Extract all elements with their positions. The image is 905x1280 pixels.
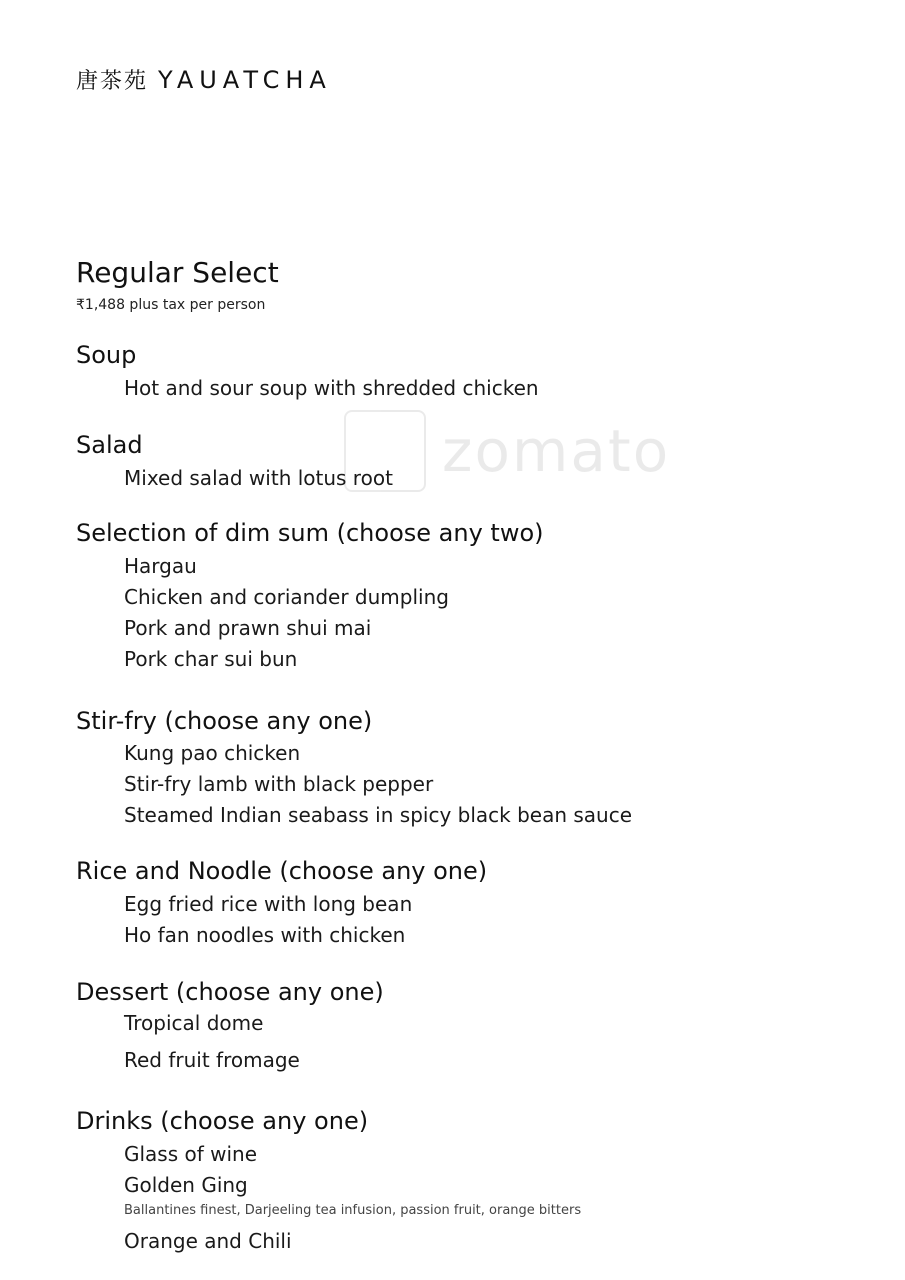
menu-item: Tropical dome (124, 1011, 264, 1035)
section-title-salad: Salad (76, 431, 143, 459)
section-title-drinks: Drinks (choose any one) (76, 1107, 369, 1135)
menu-item: Ho fan noodles with chicken (124, 923, 406, 947)
section-title-stirfry: Stir-fry (choose any one) (76, 707, 373, 735)
menu-item: Chicken and coriander dumpling (124, 585, 449, 609)
menu-item: Stir-fry lamb with black pepper (124, 772, 434, 796)
menu-item: Kung pao chicken (124, 741, 301, 765)
menu-item: Egg fried rice with long bean (124, 892, 413, 916)
menu-item: Pork char sui bun (124, 647, 298, 671)
section-title-soup: Soup (76, 341, 137, 369)
menu-item: Hot and sour soup with shredded chicken (124, 376, 539, 400)
section-title-dimsum: Selection of dim sum (choose any two) (76, 519, 544, 547)
section-title-rice-noodle: Rice and Noodle (choose any one) (76, 857, 488, 885)
drink-description: Ballantines finest, Darjeeling tea infusion, passion fruit, orange bitters (124, 1203, 582, 1218)
menu-item: Hargau (124, 554, 197, 578)
menu-price: ₹1,488 plus tax per person (76, 297, 266, 313)
brand-logo (76, 64, 332, 95)
menu-item: Golden Ging (124, 1173, 248, 1197)
menu-item: Steamed Indian seabass in spicy black bean sauce (124, 803, 633, 827)
brand-name: YAUATCHA (158, 66, 332, 94)
watermark-text: zomato (442, 417, 671, 485)
menu-item: Glass of wine (124, 1142, 258, 1166)
brand-chinese-name: 唐茶苑 (76, 69, 149, 94)
menu-item: Mixed salad with lotus root (124, 466, 393, 490)
menu-item: Red fruit fromage (124, 1048, 300, 1072)
menu-item: Pork and prawn shui mai (124, 616, 372, 640)
section-title-dessert: Dessert (choose any one) (76, 978, 384, 1006)
menu-item: Orange and Chili (124, 1229, 292, 1253)
menu-title: Regular Select (76, 256, 279, 289)
